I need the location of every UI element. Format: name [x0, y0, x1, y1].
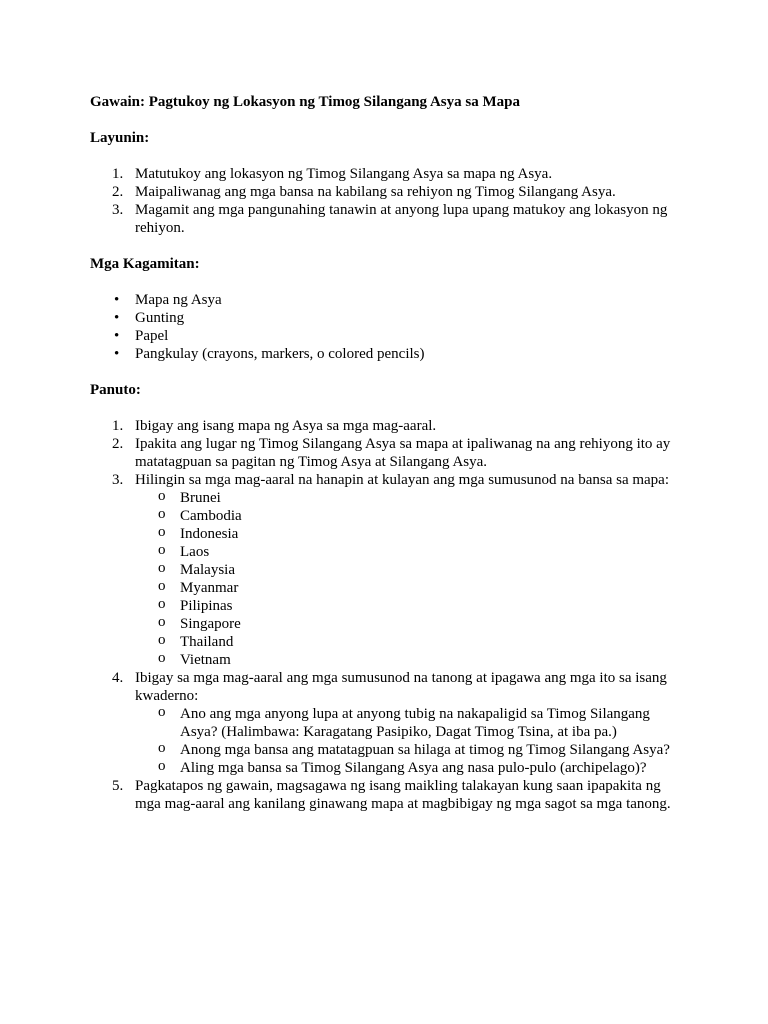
- sub-bullet-icon: o: [158, 758, 166, 774]
- panuto-item-text: Ibigay sa mga mag-aaral ang mga sumusunod na tanong at ipagawa ang mga ito sa isang kwaderno:: [135, 670, 667, 704]
- sub-bullet-icon: o: [158, 632, 166, 648]
- panuto-item-text: Ibigay ang isang mapa ng Asya sa mga mag-aaral.: [135, 418, 437, 434]
- sub-bullet-icon: o: [158, 578, 166, 594]
- layunin-item-text: Matutukoy ang lokasyon ng Timog Silangang Asya sa mapa ng Asya.: [135, 166, 553, 182]
- sub-bullet-icon: o: [158, 560, 166, 576]
- layunin-item: [90, 201, 690, 237]
- list-number: 3.: [112, 472, 124, 488]
- kagamitan-item-text: Papel: [135, 328, 169, 344]
- bullet-icon: •: [114, 292, 120, 308]
- country-item: [135, 507, 690, 525]
- sub-bullet-icon: o: [158, 614, 166, 630]
- kagamitan-item-text: Mapa ng Asya: [135, 292, 222, 308]
- question-text: Aling mga bansa sa Timog Silangang Asya ang nasa pulo-pulo (archipelago)?: [180, 760, 647, 776]
- panuto-item: [90, 471, 690, 669]
- layunin-item: [90, 183, 690, 201]
- bullet-icon: •: [114, 328, 120, 344]
- sub-bullet-icon: o: [158, 596, 166, 612]
- bullet-icon: •: [114, 346, 120, 362]
- country-name: Cambodia: [180, 508, 242, 524]
- question-item: [135, 705, 690, 741]
- country-name: Laos: [180, 544, 210, 560]
- spacer: [90, 237, 690, 255]
- kagamitan-item: [90, 291, 690, 309]
- document-page: [90, 93, 690, 813]
- spacer: [90, 273, 690, 291]
- kagamitan-item: [90, 309, 690, 327]
- kagamitan-item: [90, 345, 690, 363]
- question-item: [135, 741, 690, 759]
- kagamitan-item: [90, 327, 690, 345]
- document-title: Gawain: Pagtukoy ng Lokasyon ng Timog Silangang Asya sa Mapa: [90, 94, 520, 110]
- panuto-item-text: Pagkatapos ng gawain, magsagawa ng isang maikling talakayan kung saan ipapakita ng mga mag-aaral ang kanilang ginawang mapa at magbibigay ng mga sagot sa mga tanong.: [135, 778, 671, 812]
- panuto-item: [90, 669, 690, 777]
- list-number: 5.: [112, 778, 124, 794]
- panuto-heading: Panuto:: [90, 382, 141, 398]
- country-item: [135, 615, 690, 633]
- spacer: [90, 111, 690, 129]
- country-item: [135, 525, 690, 543]
- layunin-heading: Layunin:: [90, 130, 150, 146]
- question-list: [135, 705, 690, 777]
- question-item: [135, 759, 690, 777]
- sub-bullet-icon: o: [158, 524, 166, 540]
- panuto-item-text: Ipakita ang lugar ng Timog Silangang Asya sa mapa at ipaliwanag na ang rehiyong ito ay matatagpuan sa pagitan ng Timog Asya at Silangang Asya.: [135, 436, 671, 470]
- country-list: [135, 489, 690, 669]
- country-item: [135, 633, 690, 651]
- layunin-item: [90, 165, 690, 183]
- country-item: [135, 561, 690, 579]
- country-item: [135, 597, 690, 615]
- country-name: Pilipinas: [180, 598, 233, 614]
- sub-bullet-icon: o: [158, 740, 166, 756]
- spacer: [90, 363, 690, 381]
- list-number: 1.: [112, 418, 124, 434]
- list-number: 3.: [112, 202, 124, 218]
- list-number: 2.: [112, 184, 124, 200]
- list-number: 1.: [112, 166, 124, 182]
- country-item: [135, 543, 690, 561]
- sub-bullet-icon: o: [158, 506, 166, 522]
- country-item: [135, 579, 690, 597]
- panuto-item: [90, 777, 690, 813]
- bullet-icon: •: [114, 310, 120, 326]
- country-name: Vietnam: [180, 652, 231, 668]
- kagamitan-list: [90, 291, 690, 363]
- country-item: [135, 489, 690, 507]
- country-name: Myanmar: [180, 580, 239, 596]
- spacer: [90, 399, 690, 417]
- layunin-list: [90, 165, 690, 237]
- country-name: Brunei: [180, 490, 221, 506]
- country-name: Indonesia: [180, 526, 239, 542]
- sub-bullet-icon: o: [158, 542, 166, 558]
- sub-bullet-icon: o: [158, 488, 166, 504]
- spacer: [90, 147, 690, 165]
- list-number: 2.: [112, 436, 124, 452]
- layunin-item-text: Maipaliwanag ang mga bansa na kabilang sa rehiyon ng Timog Silangang Asya.: [135, 184, 616, 200]
- kagamitan-heading: Mga Kagamitan:: [90, 256, 200, 272]
- list-number: 4.: [112, 670, 124, 686]
- sub-bullet-icon: o: [158, 704, 166, 720]
- panuto-item: [90, 435, 690, 471]
- panuto-list: [90, 417, 690, 813]
- country-item: [135, 651, 690, 669]
- country-name: Malaysia: [180, 562, 235, 578]
- panuto-item: [90, 417, 690, 435]
- country-name: Singapore: [180, 616, 241, 632]
- layunin-item-text: Magamit ang mga pangunahing tanawin at anyong lupa upang matukoy ang lokasyon ng rehiyon.: [135, 202, 668, 236]
- country-name: Thailand: [180, 634, 234, 650]
- question-text: Ano ang mga anyong lupa at anyong tubig na nakapaligid sa Timog Silangang Asya? (Halimbawa: Karagatang Pasipiko, Dagat Timog Tsina, at iba pa.): [180, 706, 650, 740]
- kagamitan-item-text: Pangkulay (crayons, markers, o colored pencils): [135, 346, 425, 362]
- panuto-item-text: Hilingin sa mga mag-aaral na hanapin at kulayan ang mga sumusunod na bansa sa mapa:: [135, 472, 670, 488]
- kagamitan-item-text: Gunting: [135, 310, 185, 326]
- question-text: Anong mga bansa ang matatagpuan sa hilaga at timog ng Timog Silangang Asya?: [180, 742, 670, 758]
- sub-bullet-icon: o: [158, 650, 166, 666]
